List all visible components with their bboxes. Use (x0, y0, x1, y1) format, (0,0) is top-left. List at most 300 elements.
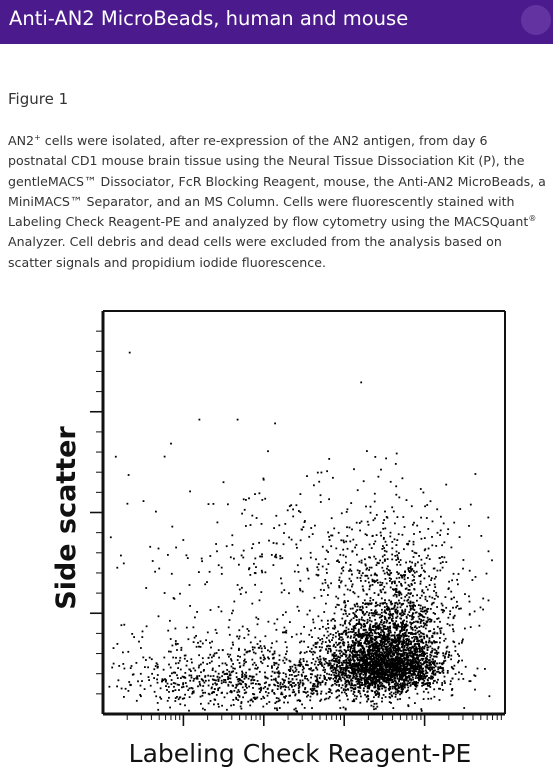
scatter-point (429, 637, 431, 639)
scatter-point (391, 692, 393, 694)
scatter-point (338, 561, 340, 563)
scatter-point (423, 655, 425, 657)
scatter-point (345, 654, 347, 656)
scatter-point (198, 667, 200, 669)
scatter-point (335, 646, 337, 648)
scatter-point (302, 666, 304, 668)
scatter-point (307, 570, 309, 572)
scatter-point (286, 658, 288, 660)
scatter-point (209, 662, 211, 664)
scatter-point (444, 557, 446, 559)
scatter-point (407, 577, 409, 579)
scatter-point (286, 646, 288, 648)
scatter-point (353, 693, 355, 695)
scatter-point (377, 627, 379, 629)
scatter-point (380, 684, 382, 686)
scatter-point (187, 689, 189, 691)
scatter-point (218, 649, 220, 651)
scatter-point (408, 643, 410, 645)
scatter-point (440, 632, 442, 634)
scatter-point (345, 708, 347, 710)
scatter-point (181, 686, 183, 688)
scatter-point (250, 680, 252, 682)
scatter-point (351, 551, 353, 553)
scatter-point (420, 619, 422, 621)
scatter-point (443, 633, 445, 635)
scatter-point (171, 672, 173, 674)
scatter-point (397, 678, 399, 680)
scatter-point (418, 630, 420, 632)
scatter-point (434, 652, 436, 654)
scatter-point (397, 603, 399, 605)
scatter-point (470, 680, 472, 682)
scatter-point (406, 638, 408, 640)
scatter-point (408, 650, 410, 652)
scatter-point (178, 689, 180, 691)
scatter-point (274, 423, 276, 425)
scatter-point (379, 653, 381, 655)
scatter-point (147, 666, 149, 668)
scatter-point (394, 636, 396, 638)
scatter-point (355, 642, 357, 644)
scatter-point (302, 591, 304, 593)
scatter-point (391, 559, 393, 561)
scatter-point (306, 661, 308, 663)
scatter-point (432, 662, 434, 664)
scatter-point (292, 509, 294, 511)
scatter-point (378, 696, 380, 698)
scatter-point (306, 678, 308, 680)
scatter-point (311, 636, 313, 638)
scatter-point (406, 606, 408, 608)
scatter-point (399, 626, 401, 628)
scatter-point (325, 603, 327, 605)
scatter-point (398, 653, 400, 655)
scatter-point (414, 552, 416, 554)
scatter-point (186, 685, 188, 687)
scatter-point (315, 646, 317, 648)
scatter-point (411, 584, 413, 586)
scatter-point (257, 623, 259, 625)
scatter-point (424, 653, 426, 655)
scatter-point (185, 682, 187, 684)
scatter-point (422, 652, 424, 654)
scatter-point (469, 613, 471, 615)
scatter-point (383, 519, 385, 521)
scatter-point (174, 700, 176, 702)
scatter-point (415, 647, 417, 649)
scatter-point (155, 665, 157, 667)
scatter-point (341, 687, 343, 689)
scatter-point (378, 628, 380, 630)
scatter-point (418, 663, 420, 665)
scatter-point (208, 657, 210, 659)
scatter-point (424, 549, 426, 551)
scatter-point (381, 598, 383, 600)
scatter-point (311, 651, 313, 653)
scatter-point (207, 675, 209, 677)
scatter-point (170, 651, 172, 653)
scatter-point (428, 668, 430, 670)
scatter-point (304, 687, 306, 689)
scatter-point (417, 561, 419, 563)
scatter-point (437, 570, 439, 572)
scatter-point (403, 640, 405, 642)
scatter-point (404, 628, 406, 630)
scatter-point (348, 644, 350, 646)
scatter-point (299, 680, 301, 682)
scatter-point (421, 559, 423, 561)
scatter-point (280, 688, 282, 690)
scatter-point (424, 563, 426, 565)
scatter-point (426, 557, 428, 559)
scatter-point (413, 541, 415, 543)
scatter-point (412, 682, 414, 684)
scatter-point (360, 639, 362, 641)
scatter-point (376, 514, 378, 516)
scatter-point (157, 709, 159, 711)
scatter-point (414, 609, 416, 611)
scatter-point (451, 598, 453, 600)
scatter-point (118, 665, 120, 667)
scatter-point (370, 701, 372, 703)
scatter-point (353, 612, 355, 614)
scatter-point (231, 647, 233, 649)
scatter-point (447, 528, 449, 530)
scatter-point (224, 696, 226, 698)
scatter-point (374, 541, 376, 543)
scatter-point (305, 664, 307, 666)
scatter-point (341, 655, 343, 657)
scatter-point (447, 672, 449, 674)
scatter-point (388, 663, 390, 665)
scatter-point (375, 605, 377, 607)
menu-circle-icon[interactable] (521, 5, 551, 35)
scatter-point (436, 652, 438, 654)
scatter-point (197, 685, 199, 687)
scatter-point (279, 707, 281, 709)
scatter-point (389, 647, 391, 649)
scatter-point (310, 682, 312, 684)
scatter-point (445, 484, 447, 486)
scatter-point (306, 651, 308, 653)
scatter-point (371, 612, 373, 614)
scatter-point (336, 672, 338, 674)
scatter-point (408, 636, 410, 638)
scatter-point (426, 647, 428, 649)
scatter-point (273, 662, 275, 664)
scatter-point (403, 661, 405, 663)
scatter-point (314, 664, 316, 666)
scatter-point (310, 696, 312, 698)
scatter-point (395, 463, 397, 465)
scatter-point (230, 556, 232, 558)
scatter-point (394, 634, 396, 636)
scatter-point (371, 621, 373, 623)
scatter-point (271, 642, 273, 644)
scatter-point (253, 652, 255, 654)
scatter-point (353, 629, 355, 631)
scatter-point (414, 685, 416, 687)
scatter-point (388, 660, 390, 662)
scatter-point (420, 581, 422, 583)
scatter-point (358, 596, 360, 598)
scatter-point (265, 635, 267, 637)
scatter-point (413, 621, 415, 623)
scatter-point (399, 635, 401, 637)
scatter-point (334, 628, 336, 630)
scatter-point (289, 666, 291, 668)
scatter-point (385, 680, 387, 682)
scatter-point (244, 674, 246, 676)
scatter-point (288, 689, 290, 691)
scatter-point (387, 657, 389, 659)
scatter-point (350, 635, 352, 637)
scatter-point (429, 662, 431, 664)
scatter-point (196, 646, 198, 648)
scatter-point (387, 626, 389, 628)
scatter-point (434, 662, 436, 664)
scatter-point (378, 660, 380, 662)
scatter-point (393, 626, 395, 628)
scatter-point (276, 708, 278, 710)
scatter-point (378, 646, 380, 648)
scatter-point (343, 689, 345, 691)
scatter-point (303, 660, 305, 662)
page-title: Anti-AN2 MicroBeads, human and mouse (9, 7, 409, 30)
scatter-point (392, 620, 394, 622)
scatter-point (421, 595, 423, 597)
scatter-point (404, 596, 406, 598)
scatter-point (383, 656, 385, 658)
scatter-point (360, 664, 362, 666)
scatter-point (439, 642, 441, 644)
scatter-point (209, 694, 211, 696)
scatter-point (434, 586, 436, 588)
scatter-point (443, 655, 445, 657)
scatter-point (378, 476, 380, 478)
scatter-point (356, 554, 358, 556)
scatter-point (361, 609, 363, 611)
scatter-point (351, 690, 353, 692)
scatter-point (231, 534, 233, 536)
scatter-point (321, 638, 323, 640)
scatter-point (384, 511, 386, 513)
scatter-point (374, 574, 376, 576)
scatter-point (279, 699, 281, 701)
scatter-point (236, 672, 238, 674)
scatter-point (477, 668, 479, 670)
scatter-point (326, 645, 328, 647)
scatter-point (339, 554, 341, 556)
scatter-point (355, 656, 357, 658)
scatter-point (434, 696, 436, 698)
scatter-point (386, 649, 388, 651)
scatter-point (216, 694, 218, 696)
scatter-point (416, 571, 418, 573)
scatter-point (189, 688, 191, 690)
scatter-point (368, 582, 370, 584)
scatter-point (458, 672, 460, 674)
scatter-point (288, 537, 290, 539)
scatter-point (381, 647, 383, 649)
scatter-point (171, 679, 173, 681)
scatter-point (250, 683, 252, 685)
scatter-point (338, 678, 340, 680)
scatter-point (453, 573, 455, 575)
scatter-point (473, 674, 475, 676)
scatter-point (398, 497, 400, 499)
scatter-point (265, 691, 267, 693)
scatter-point (412, 670, 414, 672)
scatter-point (271, 667, 273, 669)
scatter-point (232, 642, 234, 644)
scatter-point (218, 665, 220, 667)
scatter-point (382, 665, 384, 667)
scatter-point (184, 704, 186, 706)
scatter-point (386, 605, 388, 607)
scatter-point (260, 687, 262, 689)
scatter-point (299, 660, 301, 662)
scatter-point (255, 683, 257, 685)
scatter-point (428, 685, 430, 687)
scatter-point (291, 674, 293, 676)
scatter-point (371, 683, 373, 685)
scatter-point (415, 621, 417, 623)
scatter-point (216, 652, 218, 654)
scatter-point (259, 492, 261, 494)
scatter-point (332, 535, 334, 537)
scatter-point (407, 687, 409, 689)
scatter-point (311, 670, 313, 672)
scatter-point (295, 684, 297, 686)
scatter-point (394, 623, 396, 625)
scatter-point (389, 574, 391, 576)
scatter-point (423, 619, 425, 621)
scatter-point (356, 634, 358, 636)
scatter-point (353, 668, 355, 670)
scatter-point (362, 606, 364, 608)
scatter-point (285, 641, 287, 643)
scatter-point (393, 686, 395, 688)
scatter-point (129, 352, 131, 354)
scatter-point (396, 671, 398, 673)
scatter-point (414, 661, 416, 663)
scatter-point (140, 685, 142, 687)
scatter-point (226, 692, 228, 694)
scatter-point (343, 653, 345, 655)
scatter-point (261, 648, 263, 650)
scatter-point (266, 703, 268, 705)
scatter-point (382, 630, 384, 632)
scatter-point (275, 680, 277, 682)
scatter-point (474, 611, 476, 613)
scatter-point (414, 643, 416, 645)
scatter-point (242, 681, 244, 683)
scatter-point (342, 625, 344, 627)
scatter-point (353, 688, 355, 690)
scatter-point (375, 558, 377, 560)
scatter-point (319, 646, 321, 648)
scatter-point (302, 671, 304, 673)
scatter-point (337, 656, 339, 658)
scatter-point (372, 641, 374, 643)
scatter-point (457, 653, 459, 655)
scatter-point (226, 673, 228, 675)
scatter-point (389, 580, 391, 582)
scatter-point (218, 564, 220, 566)
scatter-point (383, 586, 385, 588)
scatter-point (431, 636, 433, 638)
scatter-point (420, 662, 422, 664)
scatter-point (411, 661, 413, 663)
scatter-point (282, 686, 284, 688)
scatter-point (421, 668, 423, 670)
scatter-point (362, 647, 364, 649)
scatter-point (384, 652, 386, 654)
scatter-point (339, 661, 341, 663)
scatter-point (292, 670, 294, 672)
caption-text-part1: cells were isolated, after re-expression of the AN2 antigen, from day 6 postnatal CD1 mouse brain tissue using the Neural Tissue Dissociation Kit (P), the gentleMACS™ Dissociator, FcR Blocking Reagent, mouse, the Anti-AN2 MicroBeads, a MiniMACS™ Separator, and an MS Column. Cells were fluorescently stained with Labeling Check Reagent-PE and analyzed by flow cytometry using the MACSQuant (8, 133, 546, 230)
scatter-point (360, 635, 362, 637)
scatter-point (289, 670, 291, 672)
scatter-point (176, 696, 178, 698)
scatter-point (357, 641, 359, 643)
scatter-point (131, 633, 133, 635)
scatter-point (292, 682, 294, 684)
scatter-point (200, 664, 202, 666)
scatter-point (382, 649, 384, 651)
scatter-point (372, 579, 374, 581)
scatter-point (389, 697, 391, 699)
scatter-point (168, 691, 170, 693)
scatter-point (200, 646, 202, 648)
scatter-point (403, 654, 405, 656)
scatter-point (349, 578, 351, 580)
scatter-point (294, 664, 296, 666)
scatter-point (233, 558, 235, 560)
scatter-point (222, 663, 224, 665)
scatter-point (415, 664, 417, 666)
scatter-point (369, 641, 371, 643)
scatter-point (410, 656, 412, 658)
scatter-point (208, 703, 210, 705)
scatter-point (402, 661, 404, 663)
scatter-point (332, 684, 334, 686)
scatter-point (376, 633, 378, 635)
scatter-point (404, 657, 406, 659)
scatter-point (382, 588, 384, 590)
scatter-point (359, 623, 361, 625)
scatter-point (393, 648, 395, 650)
scatter-point (261, 553, 263, 555)
scatter-point (370, 628, 372, 630)
scatter-point (429, 584, 431, 586)
scatter-point (364, 677, 366, 679)
scatter-point (127, 651, 129, 653)
scatter-point (295, 710, 297, 712)
scatter-point (372, 700, 374, 702)
scatter-point (369, 686, 371, 688)
scatter-point (434, 674, 436, 676)
scatter-point (380, 621, 382, 623)
scatter-point (417, 621, 419, 623)
scatter-point (441, 682, 443, 684)
scatter-point (165, 685, 167, 687)
scatter-point (430, 677, 432, 679)
scatter-point (310, 552, 312, 554)
scatter-point (271, 675, 273, 677)
